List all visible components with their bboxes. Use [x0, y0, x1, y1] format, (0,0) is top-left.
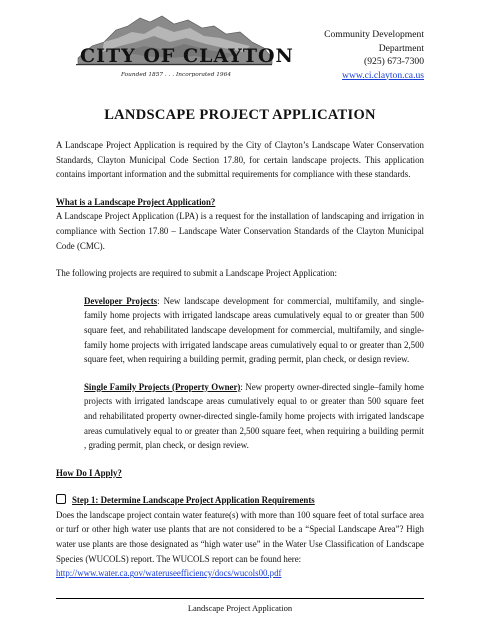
developer-projects-text: : New landscape development for commercial, multifamily, and single-family home projects with irrigated landscape areas cumulatively equal to or greater than 500 square feet, and rehabilitated landscape development for commercial, multifamily, and single-family home projects with irrigated landscape areas cumulatively equal to or greater than 2,500 square feet, when requiring a building permit, grading permit, plan check, or design review.	[84, 295, 424, 365]
how-apply-heading: How Do I Apply?	[56, 467, 122, 478]
department-phone: (925) 673-7300	[364, 56, 424, 67]
single-family-paragraph	[84, 380, 424, 453]
city-logo	[74, 12, 294, 82]
what-is-paragraph: A Landscape Project Application (LPA) is a request for the installation of landscaping and irrigation in compliance with Section 17.80 – Landscape Water Conservation Standards of the Clayton Municipal Code (CMC).	[56, 211, 424, 251]
logo-tagline: Founded 1857 . . . Incorporated 1964	[120, 72, 232, 78]
department-website-link[interactable]: www.ci.clayton.ca.us	[342, 69, 424, 81]
department-label: Department	[378, 42, 424, 54]
step1-paragraph: Does the landscape project contain water feature(s) with more than 100 square feet of total surface area or turf or other high water use plants that are not considered to be a “Special Landscape Area”? High water use plants are those designated as “high water use” in the Water Use Classification of Landscape Species (WUCOLS) report. The WUCOLS report can be found here:	[56, 509, 424, 564]
intro-paragraph: A Landscape Project Application is required by the City of Clayton’s Landscape Water Conservation Standards, Clayton Municipal Code Section 17.80, for certain landscape projects. This application contains important information and the submittal requirements for compliance with these standards.	[56, 140, 424, 180]
page-title: LANDSCAPE PROJECT APPLICATION	[104, 107, 376, 123]
department-contact-block	[324, 28, 424, 82]
step1-heading-row	[56, 493, 424, 508]
logo-city-name: CITY OF CLAYTON	[80, 45, 294, 67]
single-family-text: : New property owner-directed single–family home projects with irrigated landscape areas cumulatively equal to or greater than 500 square feet and rehabilitated property owner-directed single-family home projects with irrigated landscape areas cumulatively equal to or greater than 2,500 square feet, when requiring a building permit , grading permit, plan check, or design review.	[84, 381, 424, 451]
wucols-report-link[interactable]: http://www.water.ca.gov/wateruseefficiency/docs/wucols00.pdf	[56, 568, 282, 579]
step1-heading: Step 1: Determine Landscape Project Application Requirements	[72, 495, 315, 506]
developer-projects-label: Developer Projects	[84, 295, 158, 306]
footer-divider	[56, 598, 424, 599]
developer-projects-paragraph	[84, 294, 424, 367]
document-body	[56, 138, 424, 581]
requirements-lead: The following projects are required to submit a Landscape Project Application:	[56, 268, 337, 279]
what-is-heading: What is a Landscape Project Application?	[56, 196, 216, 207]
step1-checkbox[interactable]	[56, 494, 66, 504]
department-name: Community Development	[324, 29, 424, 40]
page-footer: Landscape Project Application	[187, 603, 293, 613]
single-family-label: Single Family Projects (Property Owner)	[84, 381, 241, 392]
